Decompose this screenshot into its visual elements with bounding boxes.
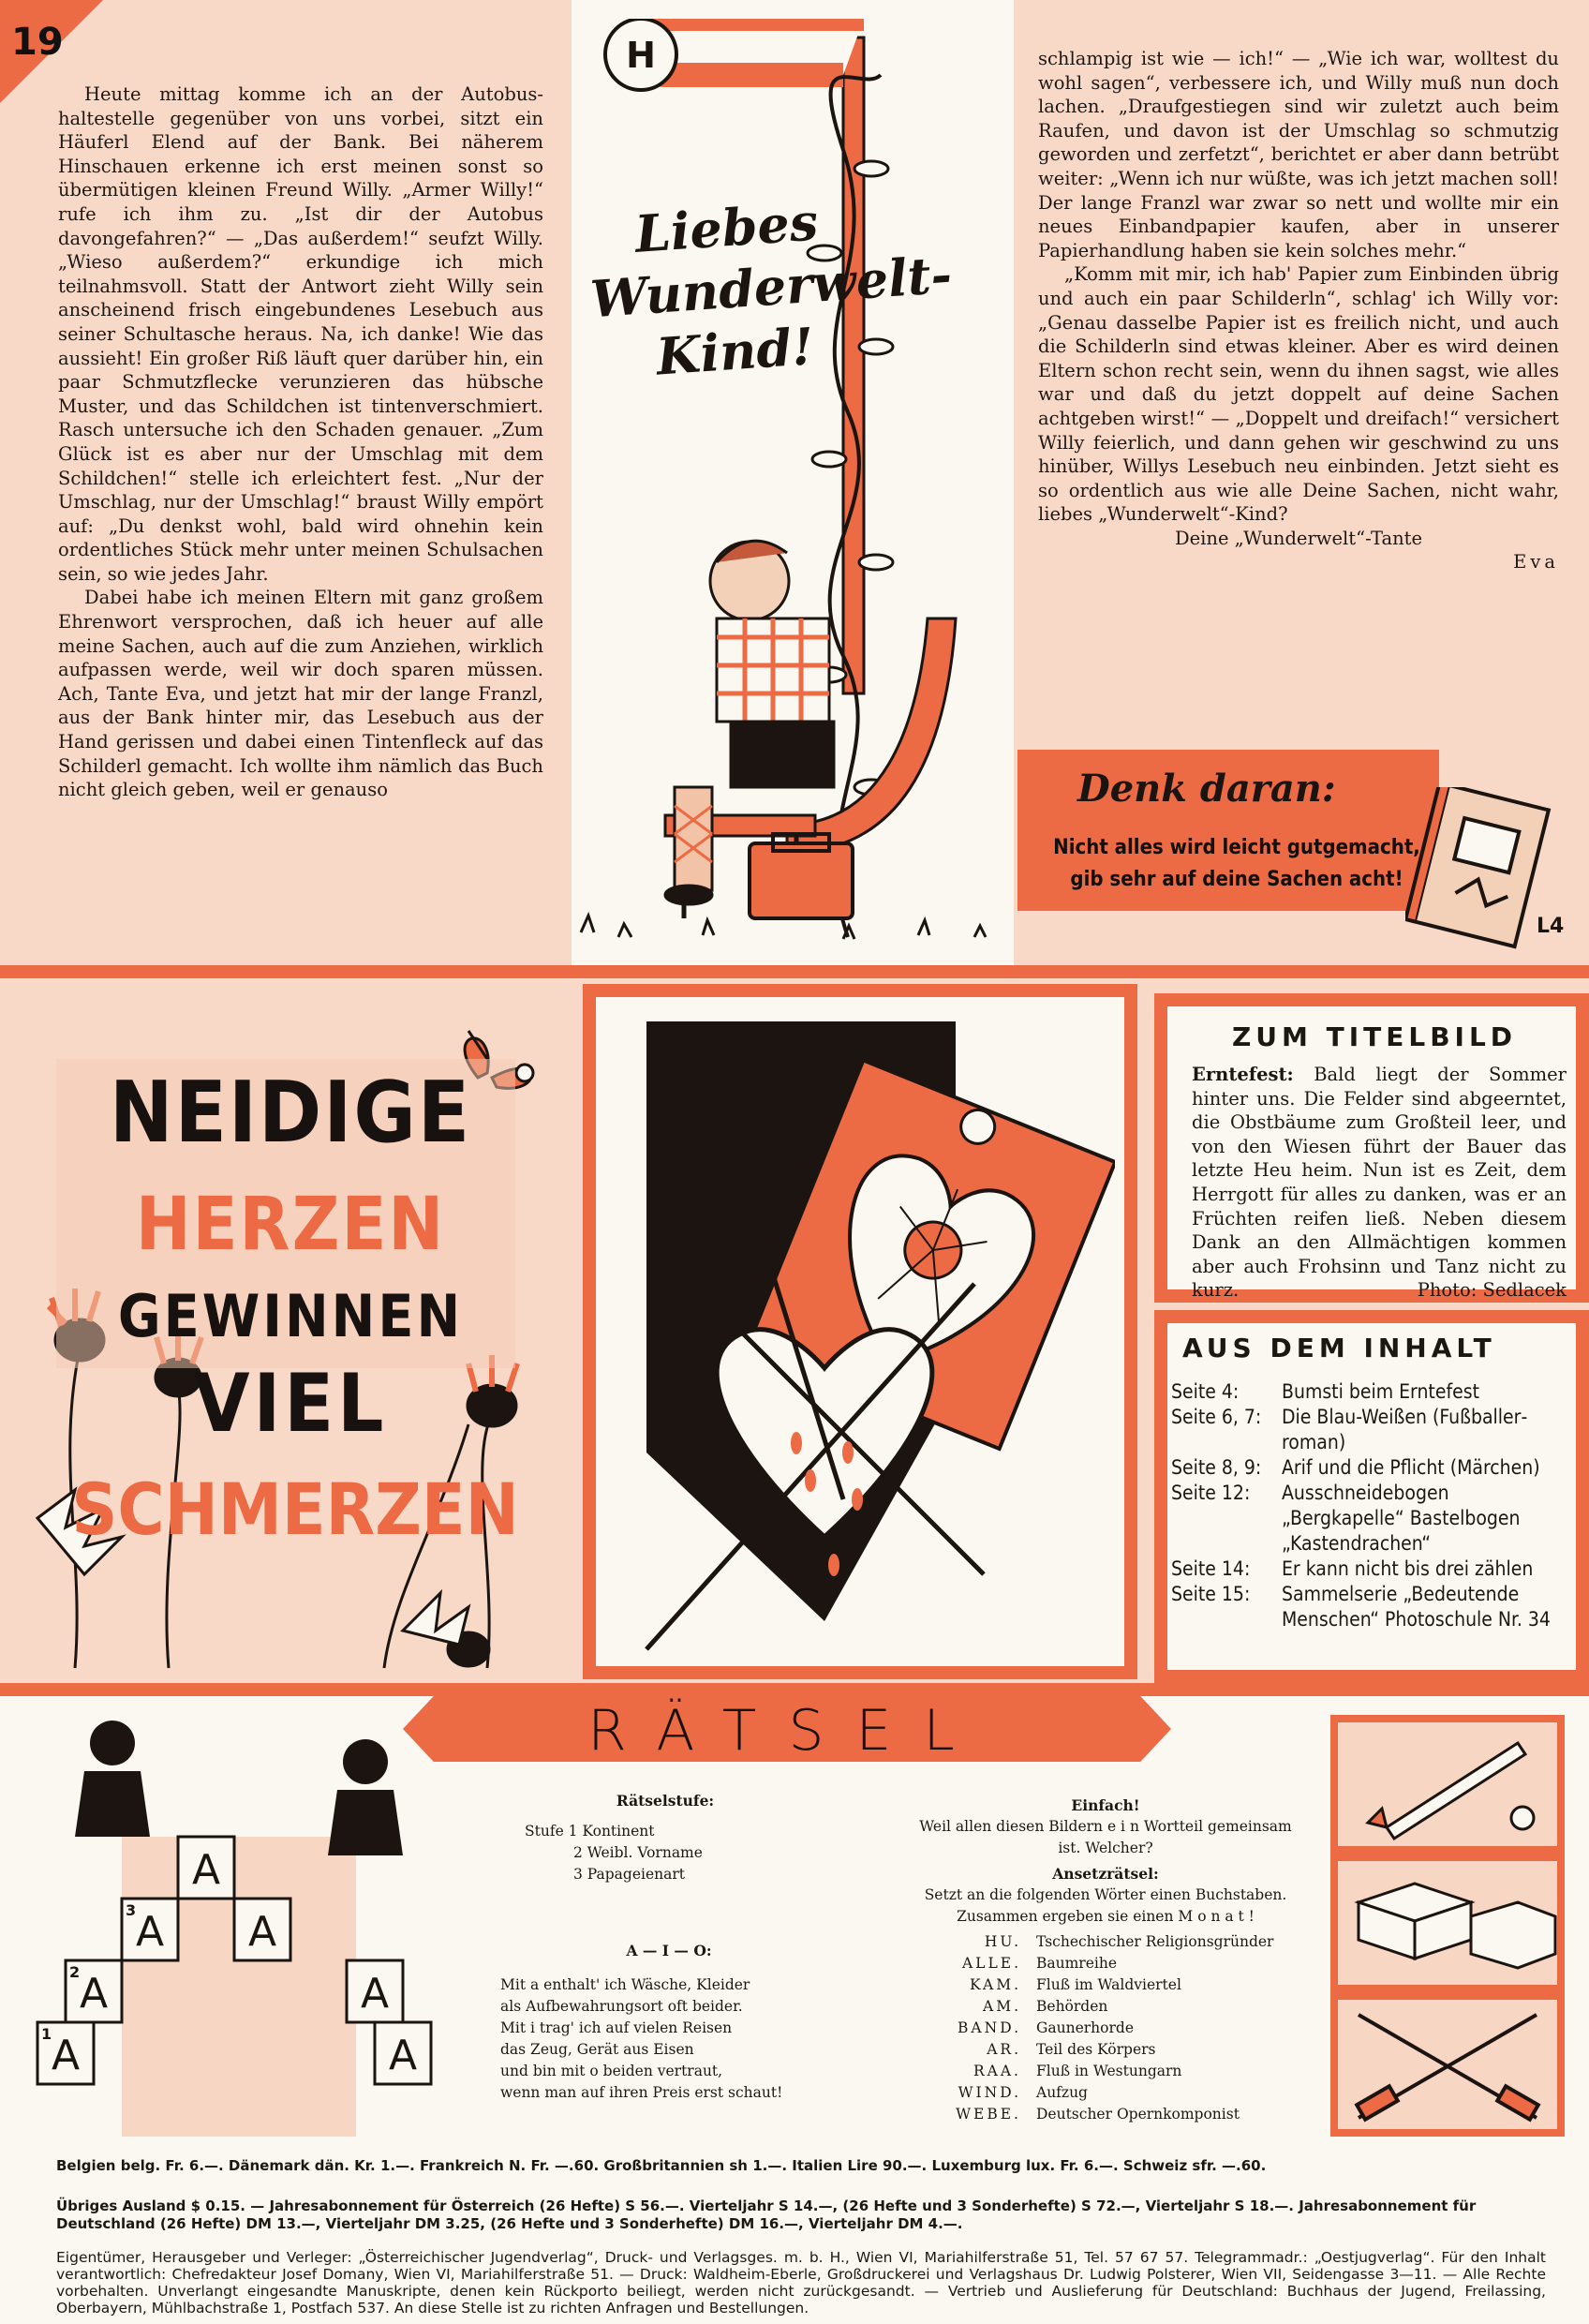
divider-line — [0, 965, 1589, 978]
einfach-heading: Einfach! — [1071, 1796, 1140, 1814]
aio-puzzle: A — I — O: Mit a enthalt' ich Wäsche, Kleider als Aufbewahrungsort oft beider. Mit i trag' ich auf vielen Reisen das Zeug, Gerät aus Eisen und bin mit o beiden vertraut, wenn man auf ihren Preis erst schaut! — [500, 1940, 838, 2104]
stufe-heading: Rätselstufe: — [616, 1792, 715, 1810]
grid-letter: A — [135, 1908, 165, 1956]
grid-number: 1 — [41, 2025, 52, 2043]
grid-number: 2 — [69, 1963, 81, 1981]
artist-mark: L4 — [1537, 915, 1565, 938]
bus-stop-letter: H — [626, 35, 656, 76]
poster-line-5: SCHMERZEN — [71, 1467, 519, 1551]
school-satchel — [750, 843, 853, 918]
ansetz-heading: Ansetzrätsel: — [1052, 1865, 1159, 1883]
word-puzzles — [918, 1795, 1293, 2125]
contents-heading: AUS DEM INHALT — [1182, 1333, 1496, 1363]
page-number: 19 — [11, 21, 64, 64]
grid-letter: A — [247, 1908, 277, 1956]
footer-prices-1: Belgien belg. Fr. 6.—. Dänemark dän. Kr. 1.—. Frankreich N. Fr. —.60. Großbritannien sh 1.—. Italien Lire 90.—. Luxemburg lux. Fr. 6.—. Schweiz sfr. —.60. — [56, 2157, 1267, 2174]
cover-note-body: Bald liegt der Sommer hinter uns. Die Felder sind abgeerntet, die Obstbäume zum Großteil leer, und von den Wiesen führt der Bauer das letzte Heu heim. Nun ist es Zeit, dem Herrgott für alles zu danken, was er an Früchten reifen ließ. Neben diesem Dank an den Allmächtigen kommen aber auch Frohsinn und Tanz nicht zu kurz. — [1192, 1064, 1567, 1302]
stufe-puzzle: Rätselstufe: Stufe 1 Kontinent 2 Weibl. Vorname 3 Papageienart — [525, 1790, 806, 1885]
letter-paragraph: Dabei habe ich meinen Eltern mit ganz großem Ehrenwort versprochen, daß ich heuer auf alle meine Sachen, auch auf die zum Anziehen, wirklich aufpassen werde, weil wir doch sparen müssen. Ach, Tante Eva, und jetzt hat mir der lange Franzl, aus der Bank hinter mir, das Lesebuch aus der Hand gerissen und dabei einen Tintenfleck auf das Schilderl gemacht. Ich wollte ihm nämlich das Buch nicht gleich geben, weil er genauso — [58, 587, 543, 801]
divider-line — [0, 1683, 1589, 1696]
grid-letter: A — [388, 2032, 418, 2079]
contents-list — [1171, 1379, 1574, 1632]
puzzle-title: RÄTSEL — [587, 1698, 987, 1764]
letter-greeting-title: Liebes Wunderwelt- Kind! — [588, 191, 954, 387]
poster-line-3: GEWINNEN — [117, 1282, 464, 1350]
grid-number: 3 — [126, 1901, 137, 1919]
ansetz-text: Setzt an die folgenden Wörter einen Buchstaben. Zusammen ergeben sie einen M o n a t ! — [924, 1886, 1287, 1925]
silhouette-musicians — [75, 1721, 403, 1855]
aio-heading: A — I — O: — [626, 1942, 712, 1959]
poster-line-4: VIEL — [193, 1357, 388, 1451]
footer-imprint: Eigentümer, Herausgeber und Verleger: „Österreichischer Jugendverlag“, Druck- und Verlagsges. m. b. H., Wien VI, Mariahilferstraße 51, Tel. 57 67 57. Telegrammadr.: „Oestjugverlag“. Für den Inhalt verantwortlich: Chefredakteur Josef Domany, Wien VI, Mariahilferstraße 51. — Druck: Waldheim-Eberle, Großdruckerei und Verlagshaus Dr. Ludwig Polsterer, Wien VII, Seidengasse 3—11. — Alle Rechte vorbehalten. Unverlangt eingesandte Manuskripte, denen kein Rückporto beiliegt, werden nicht zurückgesandt. — Vertrieb und Auslieferung für Deutschland: Buchhaus der Jugend, Freilassing, Oberbayern, Mühlbachstraße 1, Postfach 537. An diese Stelle ist zu richten Anfragen und Bestellungen. — [56, 2249, 1546, 2317]
boy-at-bus-stop-illustration — [562, 19, 1021, 956]
letter-paragraph: Heute mittag komme ich an der Autobushaltestelle gegenüber von uns vorbei, sitzt ein Häuferl Elend auf der Bank. Bei näherem Hinschauen erkenne ich erst meinen sonst so übermütigen kleinen Freund Willy. „Armer Willy!“ rufe ich ihm zu. „Ist dir der Autobus davongefahren?“ — „Das außerdem!“ seufzt Willy. „Wieso außerdem?“ erkundige ich mich teilnahmsvoll. Statt der Antwort zieht Willy sein anscheinend frisch eingebundenes Lesebuch aus seiner Schultasche heraus. Na, ich danke! Wie das aussieht! Ein großer Riß läuft quer darüber hin, ein paar Schmutzflecke verunzieren das hübsche Muster, und das Schildchen ist tintenverschmiert. Rasch untersuche ich den Schaden genauer. „Zum Glück ist es aber nur der Umschlag mit dem Schildchen!“ stelle ich erleichtert fest. „Nur der Umschlag, nur der Umschlag!“ braust Willy empört auf: „Du denkst wohl, bald wird ohnehin kein ordentliches Stück mehr unter meinen Schulsachen sein, so wie jedes Jahr. — [58, 83, 543, 585]
poster-line-2: HERZEN — [135, 1183, 446, 1267]
contents-item: Seite 6, 7: Die Blau-Weißen (Fußballerroman) — [1171, 1406, 1528, 1453]
letter-paragraph: schlampig ist wie — ich!“ — „Wie ich war, wolltest du wohl sagen“, verbessere ich, und Willy muß nun doch lachen. „Draufgestiegen sind wir zuletzt auch beim Raufen, und davon ist der Umschlag so schmutzig geworden und zerfetzt“, berichtet er aber dann betrübt weiter: „Wenn ich nur wüßte, was ich jetzt machen soll! Der lange Franzl war zwar so nett und wollte mir ein neues Einbandpapier kaufen, aber in unserer Papierhandlung haben sie kein solches mehr.“ — [1038, 48, 1559, 261]
letter-signature: Eva — [1513, 551, 1559, 574]
cover-note-text — [1192, 1063, 1567, 1303]
letter-paragraph: „Komm mit mir, ich hab' Papier zum Einbinden übrig und auch ein paar Schilderln“, schlag' ich Willy vor: „Genau dasselbe Papier ist es freilich nicht, und auch die Schilderln sind etwas kleiner. Aber es wird deinen Eltern schon recht sein, wenn du ihnen sagst, wie alles war und daß du jetzt doppelt auf deine Sachen achtgeben wirst!“ — „Doppelt und dreifach!“ versichert Willy feierlich, und dann gehen wir geschwind zu uns hinüber, Willys Lesebuch neu einbinden. Jetzt sieht es so ordentlich aus wie alle Deine Sachen, nicht wahr, liebes „Wunderwelt“-Kind? — [1038, 263, 1559, 526]
contents-item: Seite 8, 9: Arif und die Pflicht (Märchen) — [1171, 1456, 1540, 1479]
photo-credit: Photo: Sedlacek — [1417, 1279, 1567, 1302]
letter-column-2 — [1038, 47, 1559, 574]
poster-line-1: NEIDIGE — [109, 1064, 472, 1162]
grid-letter: A — [79, 1970, 109, 2018]
staircase-puzzle-illustration — [28, 1706, 450, 2137]
einfach-text: Weil allen diesen Bildern e i n Wortteil gemeinsam ist. Welcher? — [919, 1818, 1292, 1856]
cover-note-heading: ZUM TITELBILD — [1231, 1021, 1518, 1052]
puzzle-backdrop — [122, 1837, 356, 2137]
ansetz-list: HU. Tschechischer Religionsgründer ALLE. Baumreihe KAM. Fluß im Waldviertel AM. Behörden BAND. Gaunerhorde AR. Teil des Körpers RAA. Fluß in Westungarn WIND. Aufzug WEBE. Deutscher Opernkomponist — [956, 1933, 1274, 2123]
letter-signoff: Deine „Wunderwelt“-Tante — [1174, 527, 1423, 549]
reminder-text: Nicht alles wird leicht gutgemacht, gib sehr auf deine Sachen acht! — [1053, 836, 1420, 891]
grid-letter: A — [360, 1970, 390, 2018]
contents-item: Seite 14: Er kann nicht bis drei zählen — [1171, 1557, 1534, 1580]
grid-letter: A — [51, 2032, 81, 2079]
grid-letter: A — [191, 1846, 221, 1894]
letter-column-1 — [58, 82, 543, 802]
torn-book-illustration — [1405, 787, 1565, 956]
pierced-heart-illustration — [609, 1012, 1115, 1659]
reminder-heading: Denk daran: — [1077, 767, 1336, 811]
contents-item: Seite 15: Sammelserie „Bedeutende Menschen“ Photoschule Nr. 34 — [1171, 1583, 1551, 1631]
picture-puzzle-panels — [1330, 1715, 1565, 2137]
cover-note-lead: Erntefest: — [1192, 1064, 1294, 1085]
contents-item: Seite 4: Bumsti beim Erntefest — [1171, 1380, 1479, 1403]
contents-item: Seite 12: Ausschneidebogen „Bergkapelle“ Bastelbogen „Kastendrachen“ — [1171, 1482, 1521, 1555]
footer-prices-2: Übriges Ausland $ 0.15. — Jahresabonnement für Österreich (26 Hefte) S 56.—. Vierteljahr S 14.—, (26 Hefte und 3 Sonderhefte) S 72.—, Vierteljahr S 18.—. Jahresabonnement für Deutschland (26 Hefte) DM 13.—, Vierteljahr DM 3.25, (26 Hefte und 3 Sonderhefte) DM 16.—, Vierteljahr DM 4.—. — [56, 2197, 1477, 2232]
